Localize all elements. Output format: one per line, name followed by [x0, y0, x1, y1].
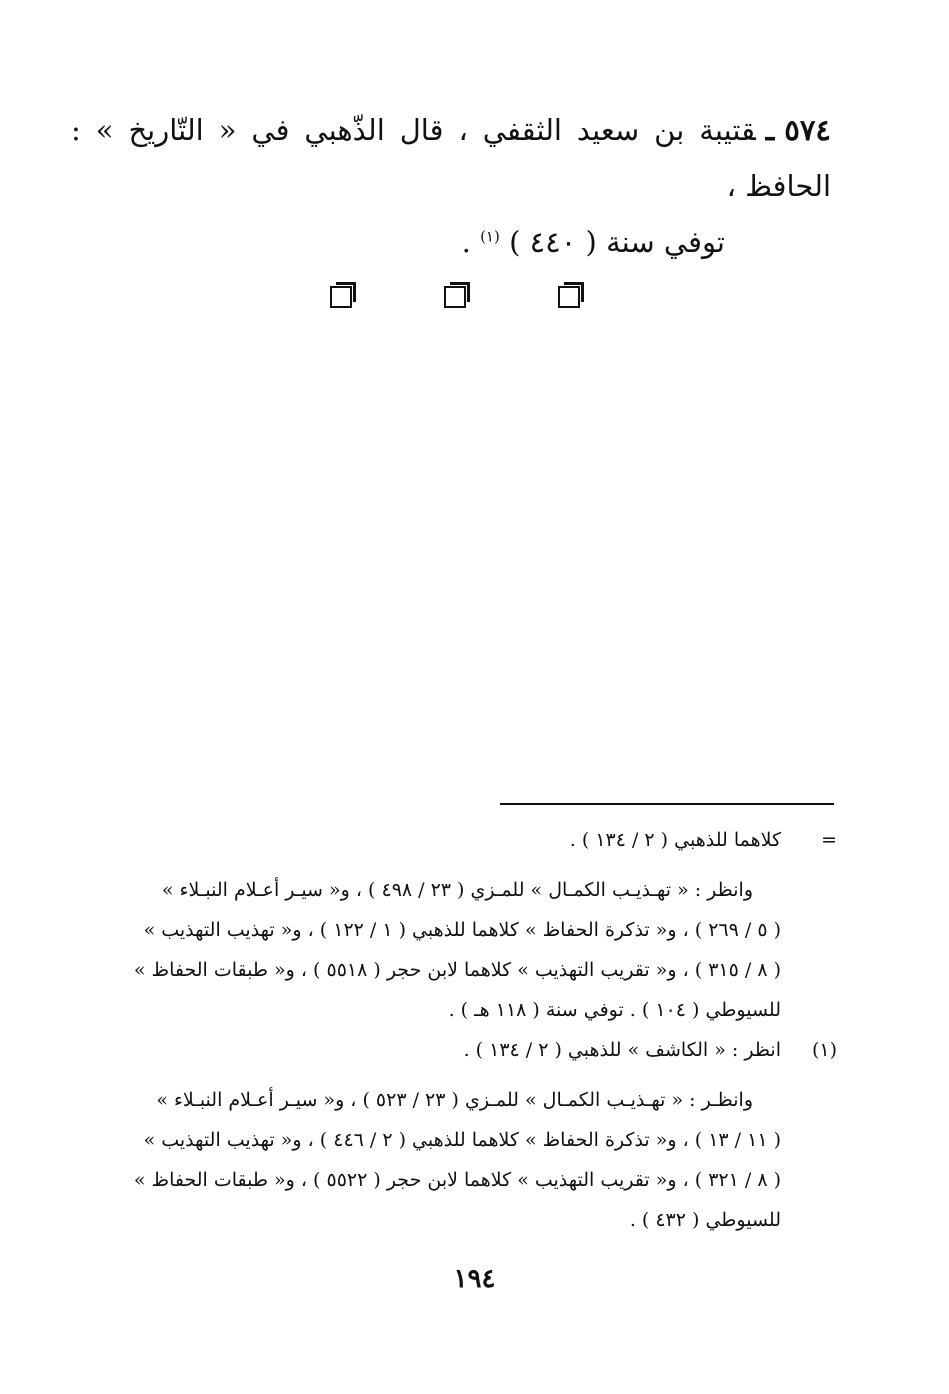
footnote-reference: (١)	[480, 227, 500, 246]
ornament-box-icon	[444, 286, 466, 308]
entry-dash: ـ	[765, 113, 775, 147]
entry-text-line-1: قتيبة بن سعيد الثقفي ، قال الذّهبي في « التّاريخ » : الحافظ ،	[71, 113, 831, 203]
continuation-line: للسيوطي ( ١٠٤ ) . توفي سنة ( ١١٨ هـ ) .	[448, 999, 781, 1021]
footnote-1-line: ( ٨ / ٣٢١ ) ، و« تقريب التهذيب » كلاهما لابن حجر ( ٥٥٢٢ ) ، و« طبقات الحفاظ »	[133, 1169, 781, 1191]
footnote-1-marker: (١)	[811, 1039, 837, 1061]
continuation-line: وانظر : « تهـذيـب الكمـال » للمـزي ( ٢٣ / ٤٩٨ ) ، و« سيـر أعـلام النبـلاء »	[161, 879, 753, 901]
footnote-1-line: للسيوطي ( ٤٣٢ ) .	[629, 1209, 781, 1231]
continuation-first-line: كلاهما للذهبي ( ٢ / ١٣٤ ) .	[569, 829, 781, 851]
footnote-1-line: ( ١١ / ١٣ ) ، و« تذكرة الحفاظ » كلاهما للذهبي ( ٢ / ٤٤٦ ) ، و« تهذيب التهذيب »	[143, 1129, 781, 1151]
biography-entry	[71, 102, 831, 270]
footnote-continuation	[112, 820, 837, 860]
ornament-box-icon	[330, 286, 352, 308]
entry-line-2-end: .	[461, 225, 471, 259]
footnote-1	[112, 1030, 837, 1070]
continuation-line: ( ٨ / ٣١٥ ) ، و« تقريب التهذيب » كلاهما لابن حجر ( ٥٥١٨ ) ، و« طبقات الحفاظ »	[133, 959, 781, 981]
footnote-1-line: وانظـر : « تهـذيـب الكمـال » للمـزي ( ٢٣ / ٥٢٣ ) ، و« سيـر أعـلام النبـلاء »	[156, 1089, 753, 1111]
footnotes-section	[112, 820, 837, 1240]
entry-line-2	[71, 214, 725, 270]
footnote-separator-rule	[500, 803, 834, 805]
footnote-1-first-line: انظر : « الكاشف » للذهبي ( ٢ / ١٣٤ ) .	[463, 1039, 781, 1061]
page-number: ١٩٤	[453, 1264, 496, 1294]
continuation-marker: =	[821, 829, 837, 851]
ornament-box-icon	[558, 286, 580, 308]
continuation-line: ( ٥ / ٢٦٩ ) ، و« تذكرة الحفاظ » كلاهما للذهبي ( ١ / ١٢٢ ) ، و« تهذيب التهذيب »	[143, 919, 781, 941]
continuation-paragraph	[112, 870, 837, 1030]
section-ornaments	[330, 286, 580, 320]
entry-number: ٥٧٤	[784, 113, 831, 147]
entry-text-line-2: توفي سنة ( ٤٤٠ )	[509, 225, 725, 259]
footnote-1-paragraph	[112, 1080, 837, 1240]
entry-line-1	[71, 102, 831, 214]
